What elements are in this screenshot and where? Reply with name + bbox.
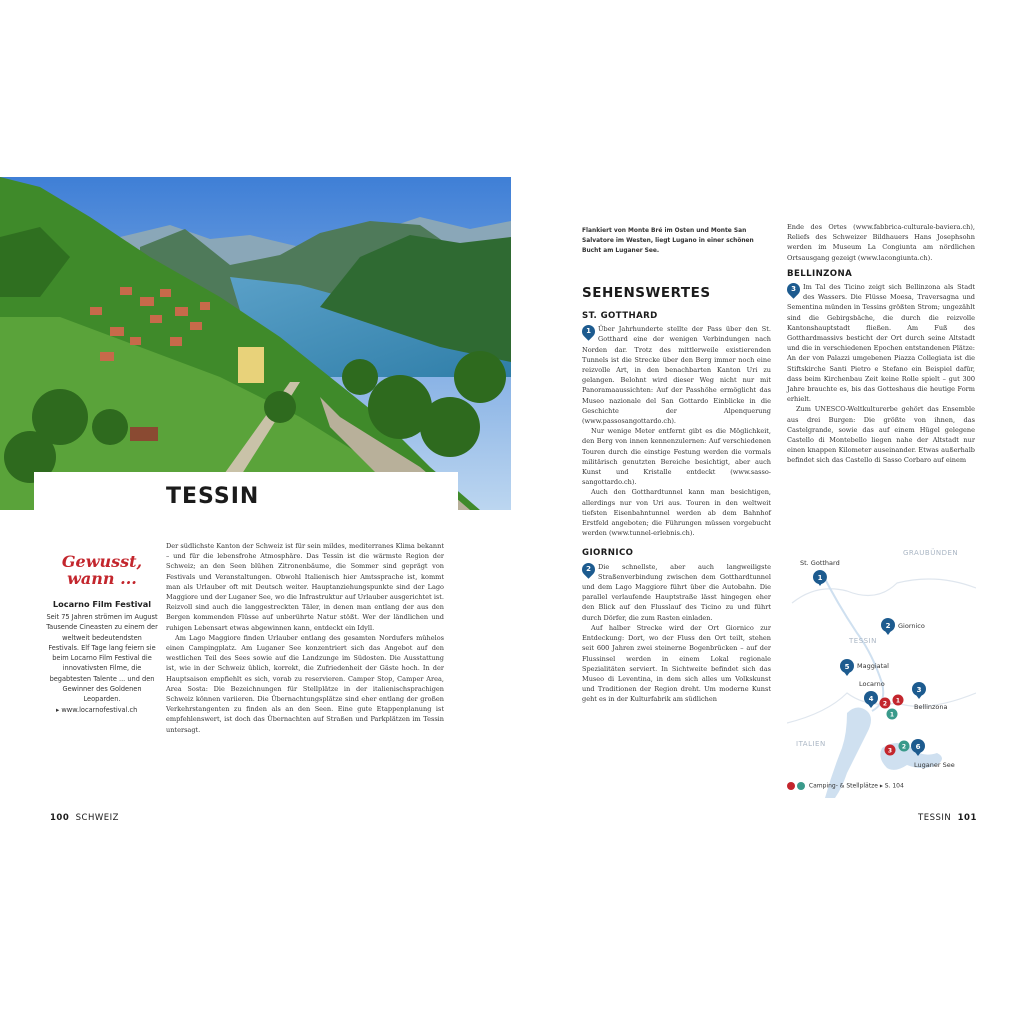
svg-text:2: 2 [882,700,888,708]
heading-giornico: GIORNICO [582,548,634,559]
region-label: GRAUBÜNDEN [903,549,959,557]
footer-label-left: SCHWEIZ [75,813,119,823]
map-pin-icon: 1 [579,323,597,341]
place-label: Locarno [859,680,885,688]
footer-label-right: TESSIN [918,813,952,823]
bellinzona-paragraph-2: Zum UNESCO-Weltkulturerbe gehört das Ensemble aus drei Burgen: Die größte von ihnen, das Castelgrande, sowie das auf einem Hügel gelegene Castello di Montebello liegen nahe der Altstadt nur einen knappen Kilometer auseinander. Etwas außerhalb befindet sich das Castello di Sasso Corbaro auf einem [787,405,975,465]
svg-text:3: 3 [887,747,893,755]
svg-text:2: 2 [901,743,907,751]
camping-marker[interactable] [880,698,891,709]
column-2 [582,311,771,705]
place-label: Giornico [898,622,925,630]
gewusst-heading [52,553,152,587]
place-label: Maggiatal [857,662,889,670]
page-title: TESSIN [166,484,260,509]
column-3 [787,222,975,466]
heading-gotthard: ST. GOTTHARD [582,311,658,321]
legend-teal-dot [797,782,805,790]
place-label: St. Gotthard [800,559,840,567]
camping-marker[interactable] [885,745,896,756]
tip-title: Locarno Film Festival [52,599,152,609]
photo-caption: Flankiert von Monte Bré im Osten und Monte San Salvatore im Westen, liegt Lugano in einer schönen Bucht am Luganer See. [582,228,754,254]
tip-link[interactable]: ▸ www.locarnofestival.ch [56,705,138,714]
map-pin-icon: 3 [784,280,802,298]
bellinzona-paragraph-1: 3 Im Tal des Ticino zeigt sich Bellinzona als Stadt des Wassers. Die Flüsse Moesa, Traversagna und Sementina münden in Tessins größten Strom; ungezählt sind die Gebirgsbäche, die durch die reizvolle Kantonshauptstadt fließen. Am Fuß des Gotthardmassivs besticht der Ort durch seine Altstadt und die in verschiedenen Epochen entstandenen Plätze: An der von Palazzi umgebenen Piazza Collegiata ist die Stiftskirche Santi Pietro e Stefano ein Beispiel dafür, dass beim Kirchenbau Zeit keine Rolle spielt – gut 300 Jahre brauchte es, bis das Gotteshaus die heutige Form erhielt. [787,282,975,404]
camping-marker[interactable] [893,695,904,706]
intro-paragraph-1: Der südlichste Kanton der Schweiz ist für sein mildes, mediterranes Klima bekannt – und für die lebensfrohe Atmosphäre. Das Tessin ist die wärmste Region der Schweiz; an den Seen blühen Zitronenbäume, die Sommer sind geprägt von Festivals und Veranstaltungen. Obwohl Italienisch hier Amtssprache ist, kommt man als Urlauber oft mit Deutsch weiter. Hauptanziehungspunkte sind der Lago Maggiore und der Luganer See, wo die Infrastruktur auf Urlauber ausgerichtet ist. Reizvoll sind auch die langgestreckten Täler, in denen man entlang der aus den Bergen kommenden Flüsse auf unberührte Natur stößt. Wer der ländlichen und ruhigen Lebensart etwas abgewinnen kann, entdeckt ein Idyll. [166,542,444,632]
svg-text:2: 2 [885,622,891,630]
region-map [787,543,976,798]
svg-text:1: 1 [817,574,823,582]
region-label: ITALIEN [796,740,826,748]
place-label: Bellinzona [914,703,948,711]
map-legend [787,782,904,790]
place-label: Luganer See [914,761,955,769]
svg-text:1: 1 [889,711,895,719]
page-number-right: 101 [957,813,977,823]
svg-text:1: 1 [895,697,901,705]
section-title: SEHENSWERTES [582,285,711,301]
giornico-paragraph-1: 2 Die schnellste, aber auch langweiligste Straßenverbindung zwischen dem Gotthardtunnel und dem Lago Maggiore führt über die Autobahn. Die parallel verlaufende Hauptstraße lässt hingegen eher den Blick auf den Flusslauf des Ticino zu und führt durch Dörfer, die zum Rasten einladen. [582,562,771,623]
intro-paragraph-2: Am Lago Maggiore finden Urlauber entlang des gesamten Nordufers mühelos einen Campingplatz. Am Luganer See konzentriert sich das Angebot auf den westlichen Teil des Sees sowie auf die Landzunge im Südosten. Die Ausstattung ist, wie in der Schweiz üblich, korrekt, die Zufriedenheit der Gäste hoch. In der Hauptsaison empfiehlt es sich, vorab zu reservieren. Camper Stop, Camper Area, Area Sosta: Die Bezeichnungen für Stellplätze in der italienischsprachigen Schweiz können variieren. Die Übernachtungsplätze sind eher entlang der großen Verkehrstangenten zu finden als an den Seen. Eine gute Etappenplanung ist empfehlenswert, ist doch das Übernachten auf Straßen und Parkplätzen im Tessin untersagt. [166,633,444,734]
camping-marker[interactable] [887,709,898,720]
svg-text:6: 6 [915,743,921,751]
tip-text: Seit 75 Jahren strömen im August Tausende Cineasten zu einem der weltweit bedeutendsten Festivals. Elf Tage lang feiern sie beim Locarno Film Festival die innovativsten Filme, die begabtesten Talente ... und den Gewinner des Goldenen Leoparden. [46,613,158,704]
svg-text:5: 5 [844,663,850,671]
region-label: TESSIN [849,637,877,645]
footer-left [50,813,119,823]
gotthard-paragraph-2: Nur wenige Meter entfernt gibt es die Möglichkeit, den Berg von innen kennenzulernen: Auf verschiedenen Touren durch die einstige Festung werden die vormals militärisch genutzten Bereiche besichtigt, aber auch Kunst und Kristalle entdeckt (www.sasso-sangottardo.ch). [582,427,771,487]
gotthard-paragraph-3: Auch den Gotthardtunnel kann man besichtigen, allerdings nur von Uri aus. Touren in den weltweit tiefsten Eisenbahntunnel werden ab dem Bahnhof Erstfeld angeboten; die Führungen müssen vorgebucht werden (www.tunnel-erlebnis.ch). [582,488,771,538]
landscape-photo [0,177,511,510]
tip-box [46,612,158,715]
svg-text:3: 3 [916,686,922,694]
gewusst-line1: Gewusst, [61,552,143,571]
heading-bellinzona: BELLINZONA [787,268,853,279]
giornico-paragraph-2: Auf halber Strecke wird der Ort Giornico zur Entdeckung: Dort, wo der Fluss den Ort teilt, stehen seit 600 Jahren zwei steinerne Bogenbrücken – auf der Flussinsel werden in einem Lokal regionale Spezialitäten serviert. In Sichtweite befindet sich das Museo di Leventina, in dem sich alles um Volkskunst und Traditionen der Region dreht. Um moderne Kunst geht es in der Kulturfabrik am südlichen [582,623,771,704]
legend-text: Camping- & Stellplätze ▸ S. 104 [808,782,904,790]
footer-right [918,813,977,823]
column3-paragraph-1: Ende des Ortes (www.fabbrica-culturale-baviera.ch), Reliefs des Schweizer Bildhauers Hans Josephsohn werden im Museum La Congiunta am nördlichen Ortsausgang gezeigt (www.lacongiunta.ch). [787,223,975,262]
map-pin-icon: 2 [579,560,597,578]
intro-text [166,541,444,735]
page-number-left: 100 [50,813,70,823]
svg-text:4: 4 [868,695,874,703]
camping-marker[interactable] [899,741,910,752]
gewusst-line2: wann ... [67,569,137,588]
legend-red-dot [787,782,795,790]
gotthard-paragraph-1: 1 Über Jahrhunderte stellte der Pass über den St. Gotthard eine der wenigen Verbindungen nach Norden dar. Trotz des mittlerweile existierenden Tunnels ist die Strecke über den Berg immer noch eine reizvolle Art, in den benachbarten Kanton Uri zu gelangen. Belohnt wird dieser Weg nicht nur mit Panoramaaussichten: Auf der Passhöhe ermöglicht das Museo nazionale del San Gottardo Einblicke in die Geschichte der Alpenquerung (www.passosangottardo.ch). [582,324,771,426]
